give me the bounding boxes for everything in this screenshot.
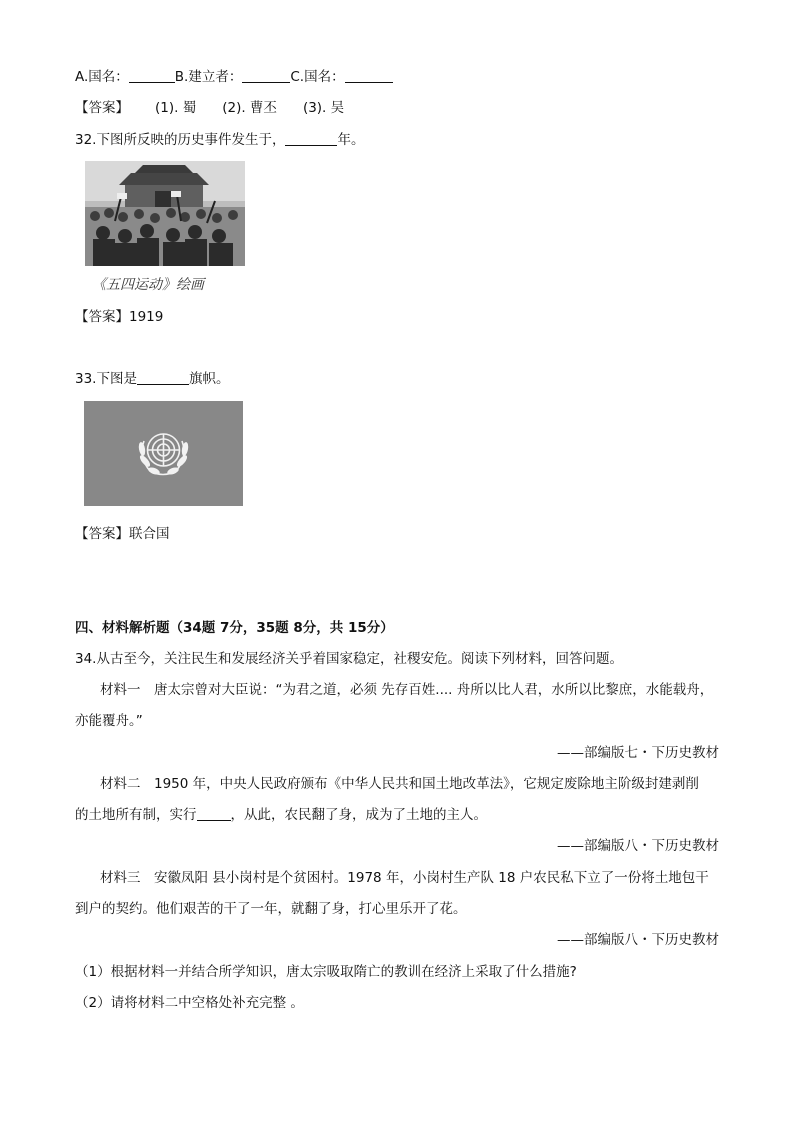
q31-answer-2: (2). 曹丕 — [222, 100, 277, 116]
material-1-source: ——部编版七・下历史教材 — [557, 745, 719, 761]
material-2-line1: 材料二 1950 年，中央人民政府颁布《中华人民共和国土地改革法》，它规定废除地主阶级封建剥削 — [100, 776, 699, 792]
q32-question-end: 年。 — [337, 132, 365, 148]
material-3-line1: 材料三 安徽凤阳 县小岗村是个贫困村。1978 年，小岗村生产队 18 户农民私下立了一份将土地包干 — [100, 870, 709, 886]
un-flag — [84, 401, 243, 506]
q31-options-line — [75, 67, 393, 87]
q32-answer — [75, 307, 163, 327]
q33-question-text: 33.下图是 — [75, 371, 137, 387]
q33-blank — [137, 370, 189, 385]
q32-blank — [285, 131, 337, 146]
material-2-line2 — [75, 805, 487, 825]
answer-label: 【答案】 — [75, 526, 129, 542]
material-2-text-post: ，从此，农民翻了身，成为了土地的主人。 — [230, 807, 487, 823]
q33-answer-value: 联合国 — [129, 526, 170, 542]
material-1-line2: 亦能覆舟。” — [75, 713, 143, 729]
q31-option-c: C.国名： — [290, 69, 345, 85]
q31-option-a: A.国名： — [75, 69, 129, 85]
material-3-line2: 到户的契约。他们艰苦的干了一年，就翻了身，打心里乐开了花。 — [75, 901, 467, 917]
material-2-blank — [197, 806, 231, 821]
may-fourth-painting — [85, 161, 245, 266]
q34-intro: 34.从古至今，关注民生和发展经济关乎着国家稳定，社稷安危。阅读下列材料，回答问题。 — [75, 651, 623, 667]
material-2-text-pre: 的土地所有制，实行 — [75, 807, 197, 823]
painting-caption: 《五四运动》绘画 — [92, 277, 204, 293]
material-3-source: ——部编版八・下历史教材 — [557, 932, 719, 948]
q34-subquestion-2: （2）请将材料二中空格处补充完整 。 — [75, 995, 304, 1011]
q32-answer-value: 1919 — [129, 309, 164, 325]
q32-question-text: 32.下图所反映的历史事件发生于， — [75, 132, 286, 148]
answer-label: 【答案】 — [75, 309, 129, 325]
answer-label: 【答案】 — [75, 100, 129, 116]
q31-blank-c — [345, 68, 393, 83]
q34-subquestion-1: （1）根据材料一并结合所学知识，唐太宗吸取隋亡的教训在经济上采取了什么措施? — [75, 964, 577, 980]
q31-blank-a — [129, 68, 175, 83]
q33-question — [75, 369, 229, 389]
q31-answer-1: (1). 蜀 — [155, 100, 197, 116]
q33-question-end: 旗帜。 — [188, 371, 230, 387]
q31-answer — [75, 98, 344, 118]
section-heading: 四、材料解析题（34题 7分，35题 8分，共 15分） — [75, 620, 394, 636]
material-1-line1: 材料一 唐太宗曾对大臣说：“为君之道，必须 先存百姓.... 舟所以比人君，水所以比黎庶，水能载舟， — [100, 682, 714, 698]
q31-blank-b — [242, 68, 290, 83]
material-2-source: ——部编版八・下历史教材 — [557, 838, 719, 854]
q31-answer-3: (3). 吴 — [302, 100, 345, 116]
q31-option-b: B.建立者： — [174, 69, 243, 85]
q33-answer — [75, 524, 170, 544]
q32-question — [75, 130, 364, 150]
